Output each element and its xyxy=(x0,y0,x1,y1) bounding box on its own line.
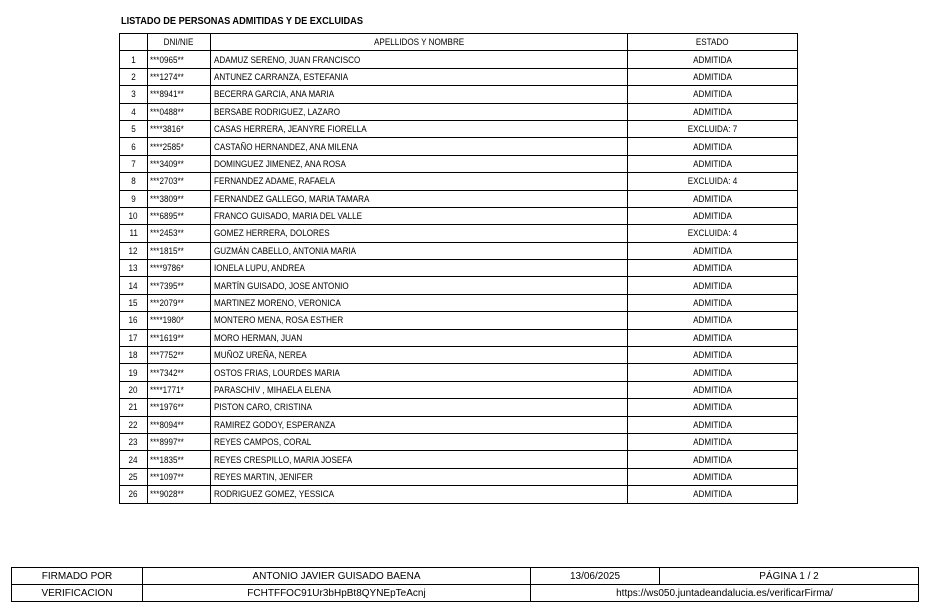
row-name: FERNANDEZ ADAME, RAFAELA xyxy=(211,173,628,190)
row-name: RODRIGUEZ GOMEZ, YESSICA xyxy=(211,486,628,503)
row-name: CASAS HERRERA, JEANYRE FIORELLA xyxy=(211,120,628,137)
row-status: ADMITIDA xyxy=(628,486,798,503)
row-index: 3 xyxy=(120,86,148,103)
row-index: 9 xyxy=(120,190,148,207)
row-index: 1 xyxy=(120,51,148,68)
row-name: ANTUNEZ CARRANZA, ESTEFANIA xyxy=(211,68,628,85)
footer-verify-row xyxy=(12,585,919,602)
row-name: OSTOS FRIAS, LOURDES MARIA xyxy=(211,364,628,381)
row-name: CASTAÑO HERNANDEZ, ANA MILENA xyxy=(211,138,628,155)
table-row xyxy=(120,329,798,346)
table-row xyxy=(120,451,798,468)
table-row xyxy=(120,399,798,416)
row-status: ADMITIDA xyxy=(628,451,798,468)
row-index: 2 xyxy=(120,68,148,85)
table-row xyxy=(120,468,798,485)
footer-signed-row xyxy=(12,568,919,585)
row-status: ADMITIDA xyxy=(628,190,798,207)
row-name: BERSABE RODRIGUEZ, LAZARO xyxy=(211,103,628,120)
row-dni: ****1771* xyxy=(148,381,211,398)
row-status: ADMITIDA xyxy=(628,277,798,294)
row-status: ADMITIDA xyxy=(628,468,798,485)
row-dni: ****3816* xyxy=(148,120,211,137)
row-dni: ***3409** xyxy=(148,155,211,172)
row-index: 15 xyxy=(120,294,148,311)
row-status: ADMITIDA xyxy=(628,416,798,433)
row-status: ADMITIDA xyxy=(628,68,798,85)
row-name: MARTINEZ MORENO, VERONICA xyxy=(211,294,628,311)
row-dni: ***7752** xyxy=(148,347,211,364)
row-index: 16 xyxy=(120,312,148,329)
verify-code: FCHTFFOC91Ur3bHpBt8QYNEpTeAcnj xyxy=(143,585,531,602)
row-status: ADMITIDA xyxy=(628,433,798,450)
table-row xyxy=(120,242,798,259)
verify-label: VERIFICACION xyxy=(12,585,143,602)
row-name: DOMINGUEZ JIMENEZ, ANA ROSA xyxy=(211,155,628,172)
row-status: ADMITIDA xyxy=(628,103,798,120)
row-dni: ***1097** xyxy=(148,468,211,485)
row-index: 21 xyxy=(120,399,148,416)
row-dni: ****1980* xyxy=(148,312,211,329)
row-dni: ***7342** xyxy=(148,364,211,381)
row-status: ADMITIDA xyxy=(628,347,798,364)
row-dni: ***8997** xyxy=(148,433,211,450)
header-dni: DNI/NIE xyxy=(148,34,211,51)
row-dni: ***7395** xyxy=(148,277,211,294)
row-dni: ***1976** xyxy=(148,399,211,416)
table-row xyxy=(120,51,798,68)
table-row xyxy=(120,86,798,103)
row-index: 26 xyxy=(120,486,148,503)
row-status: ADMITIDA xyxy=(628,294,798,311)
row-index: 10 xyxy=(120,207,148,224)
page-number: PÁGINA 1 / 2 xyxy=(660,568,919,585)
row-status: ADMITIDA xyxy=(628,86,798,103)
row-status: ADMITIDA xyxy=(628,242,798,259)
signature-footer xyxy=(11,567,919,602)
row-dni: ***8941** xyxy=(148,86,211,103)
row-index: 22 xyxy=(120,416,148,433)
row-status: EXCLUIDA: 4 xyxy=(628,225,798,242)
document-title: LISTADO DE PERSONAS ADMITIDAS Y DE EXCLUIDAS xyxy=(121,16,363,27)
table-body xyxy=(120,51,798,503)
row-index: 18 xyxy=(120,347,148,364)
table-row xyxy=(120,486,798,503)
row-index: 23 xyxy=(120,433,148,450)
table-row xyxy=(120,155,798,172)
row-status: ADMITIDA xyxy=(628,260,798,277)
signer-name: ANTONIO JAVIER GUISADO BAENA xyxy=(143,568,531,585)
signature-date: 13/06/2025 xyxy=(531,568,660,585)
header-index xyxy=(120,34,148,51)
row-dni: ***2453** xyxy=(148,225,211,242)
row-name: FERNANDEZ GALLEGO, MARIA TAMARA xyxy=(211,190,628,207)
table-row xyxy=(120,347,798,364)
table-row xyxy=(120,103,798,120)
row-dni: ****2585* xyxy=(148,138,211,155)
row-status: ADMITIDA xyxy=(628,364,798,381)
row-name: RAMIREZ GODOY, ESPERANZA xyxy=(211,416,628,433)
row-index: 7 xyxy=(120,155,148,172)
table-row xyxy=(120,364,798,381)
table-row xyxy=(120,312,798,329)
row-name: MUÑOZ UREÑA, NEREA xyxy=(211,347,628,364)
header-name: APELLIDOS Y NOMBRE xyxy=(211,34,628,51)
row-name: BECERRA GARCIA, ANA MARIA xyxy=(211,86,628,103)
row-index: 13 xyxy=(120,260,148,277)
row-name: PARASCHIV , MIHAELA ELENA xyxy=(211,381,628,398)
table-header-row xyxy=(120,34,798,51)
table-row xyxy=(120,68,798,85)
row-dni: ***3809** xyxy=(148,190,211,207)
row-name: GUZMÁN CABELLO, ANTONIA MARIA xyxy=(211,242,628,259)
row-name: REYES MARTIN, JENIFER xyxy=(211,468,628,485)
table-row xyxy=(120,138,798,155)
row-index: 5 xyxy=(120,120,148,137)
row-index: 6 xyxy=(120,138,148,155)
table-row xyxy=(120,260,798,277)
row-dni: ***0965** xyxy=(148,51,211,68)
row-index: 24 xyxy=(120,451,148,468)
row-name: REYES CRESPILLO, MARIA JOSEFA xyxy=(211,451,628,468)
verify-url[interactable]: https://ws050.juntadeandalucia.es/verificarFirma/ xyxy=(531,585,919,602)
row-index: 12 xyxy=(120,242,148,259)
row-name: FRANCO GUISADO, MARIA DEL VALLE xyxy=(211,207,628,224)
table-row xyxy=(120,381,798,398)
row-dni: ***2079** xyxy=(148,294,211,311)
row-status: ADMITIDA xyxy=(628,329,798,346)
row-status: ADMITIDA xyxy=(628,399,798,416)
table-row xyxy=(120,225,798,242)
row-status: ADMITIDA xyxy=(628,51,798,68)
table-row xyxy=(120,207,798,224)
row-name: ADAMUZ SERENO, JUAN FRANCISCO xyxy=(211,51,628,68)
row-dni: ***1835** xyxy=(148,451,211,468)
row-status: EXCLUIDA: 4 xyxy=(628,173,798,190)
row-dni: ***9028** xyxy=(148,486,211,503)
row-status: ADMITIDA xyxy=(628,207,798,224)
row-index: 20 xyxy=(120,381,148,398)
row-index: 25 xyxy=(120,468,148,485)
row-dni: ***6895** xyxy=(148,207,211,224)
table-row xyxy=(120,294,798,311)
table-row xyxy=(120,190,798,207)
row-name: GOMEZ HERRERA, DOLORES xyxy=(211,225,628,242)
row-status: ADMITIDA xyxy=(628,312,798,329)
applicants-table xyxy=(119,33,798,504)
row-dni: ***0488** xyxy=(148,103,211,120)
row-index: 14 xyxy=(120,277,148,294)
row-dni: ***8094** xyxy=(148,416,211,433)
row-dni: ***1619** xyxy=(148,329,211,346)
row-index: 19 xyxy=(120,364,148,381)
row-index: 17 xyxy=(120,329,148,346)
header-status: ESTADO xyxy=(628,34,798,51)
row-name: MARTÍN GUISADO, JOSE ANTONIO xyxy=(211,277,628,294)
row-status: EXCLUIDA: 7 xyxy=(628,120,798,137)
row-dni: ****9786* xyxy=(148,260,211,277)
row-name: REYES CAMPOS, CORAL xyxy=(211,433,628,450)
row-name: PISTON CARO, CRISTINA xyxy=(211,399,628,416)
table-row xyxy=(120,173,798,190)
row-dni: ***1815** xyxy=(148,242,211,259)
row-status: ADMITIDA xyxy=(628,138,798,155)
table-row xyxy=(120,433,798,450)
signed-label: FIRMADO POR xyxy=(12,568,143,585)
row-status: ADMITIDA xyxy=(628,155,798,172)
table-row xyxy=(120,277,798,294)
row-index: 4 xyxy=(120,103,148,120)
row-name: IONELA LUPU, ANDREA xyxy=(211,260,628,277)
row-index: 11 xyxy=(120,225,148,242)
row-status: ADMITIDA xyxy=(628,381,798,398)
row-dni: ***1274** xyxy=(148,68,211,85)
row-name: MORO HERMAN, JUAN xyxy=(211,329,628,346)
row-name: MONTERO MENA, ROSA ESTHER xyxy=(211,312,628,329)
table-row xyxy=(120,120,798,137)
row-index: 8 xyxy=(120,173,148,190)
table-row xyxy=(120,416,798,433)
row-dni: ***2703** xyxy=(148,173,211,190)
